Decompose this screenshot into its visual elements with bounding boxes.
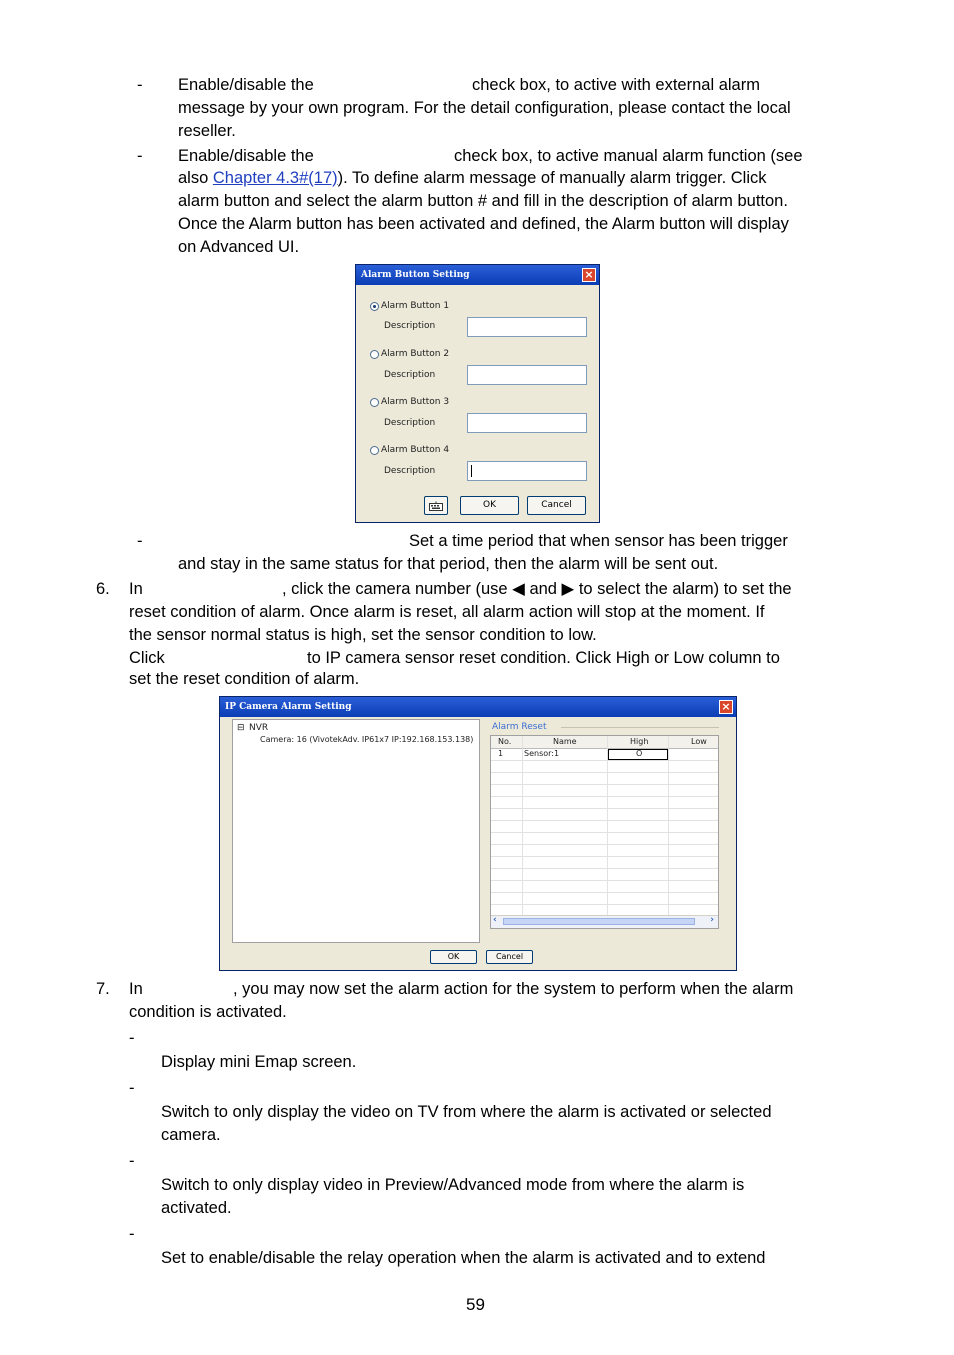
text-cursor — [471, 465, 472, 477]
bullet-text: on Advanced UI. — [178, 238, 300, 256]
bullet-dash: - — [129, 1029, 135, 1047]
step-number: 7. — [96, 980, 110, 998]
radio-label: Alarm Button 2 — [381, 349, 450, 359]
alarm-button-setting-dialog — [355, 264, 600, 523]
alarm-reset-grid — [490, 735, 719, 929]
bullet-text: ). To define alarm message of manually alarm trigger. Click — [337, 169, 767, 187]
step-text: In — [129, 980, 143, 998]
step-text: In — [129, 580, 143, 598]
step-text: reset condition of alarm. Once alarm is reset, all alarm action will stop at the moment. If — [129, 603, 765, 621]
keyboard-icon — [429, 501, 443, 511]
ok-button[interactable]: OK — [430, 950, 477, 964]
description-input-3[interactable] — [467, 413, 587, 433]
chapter-link[interactable]: Chapter 4.3#(17) — [212, 169, 338, 187]
ok-button[interactable]: OK — [460, 496, 519, 515]
step-text: , you may now set the alarm action for the system to perform when the alarm — [233, 980, 794, 998]
radio-alarm-button-2[interactable] — [370, 350, 379, 359]
dialog-title: Alarm Button Setting — [356, 265, 599, 285]
bullet-dash: - — [129, 1152, 135, 1170]
col-name: Name — [553, 737, 577, 746]
step-number: 6. — [96, 580, 110, 598]
tree-root-nvr[interactable]: NVR — [249, 723, 269, 733]
action-text: camera. — [161, 1126, 221, 1144]
radio-label: Alarm Button 3 — [381, 397, 450, 407]
action-text: Switch to only display the video on TV from where the alarm is activated or selected — [161, 1103, 772, 1121]
bullet-text: Set a time period that when sensor has been trigger — [409, 532, 788, 550]
step-text: , click the camera number (use ◀ and ▶ to select the alarm) to set the — [282, 580, 792, 598]
bullet-dash: - — [137, 532, 143, 550]
step-text: the sensor normal status is high, set the sensor condition to low. — [129, 626, 597, 644]
bullet-text: check box, to active with external alarm — [472, 76, 760, 94]
col-high: High — [630, 737, 649, 746]
tree-item-camera[interactable]: Camera: 16 (VivotekAdv. IP61x7 IP:192.168.153.138) — [260, 735, 474, 744]
bullet-text: Enable/disable the — [178, 147, 314, 165]
cell-name: Sensor:1 — [524, 749, 560, 758]
step-text: condition is activated. — [129, 1003, 287, 1021]
description-input-2[interactable] — [467, 365, 587, 385]
bullet-text: message by your own program. For the detail configuration, please contact the local — [178, 99, 791, 117]
bullet-text: Enable/disable the — [178, 76, 314, 94]
cancel-button[interactable]: Cancel — [486, 950, 533, 964]
scroll-left-icon[interactable]: ‹ — [493, 915, 497, 925]
bullet-text: alarm button and select the alarm button # and fill in the description of alarm button. — [178, 192, 788, 210]
radio-label: Alarm Button 4 — [381, 445, 450, 455]
action-text: activated. — [161, 1199, 232, 1217]
action-text: Display mini Emap screen. — [161, 1053, 357, 1071]
cancel-button[interactable]: Cancel — [527, 496, 586, 515]
action-text: Switch to only display video in Preview/Advanced mode from where the alarm is — [161, 1176, 745, 1194]
bullet-text: Once the Alarm button has been activated and defined, the Alarm button will display — [178, 215, 789, 233]
radio-alarm-button-1[interactable] — [370, 302, 379, 311]
action-text: Set to enable/disable the relay operation when the alarm is activated and to extend — [161, 1249, 766, 1267]
radio-alarm-button-3[interactable] — [370, 398, 379, 407]
bullet-text: also — [178, 169, 209, 187]
cell-low[interactable] — [669, 749, 719, 760]
scroll-thumb[interactable] — [503, 918, 695, 925]
step-text: set the reset condition of alarm. — [129, 670, 360, 688]
close-icon[interactable]: × — [719, 700, 733, 714]
bullet-line — [178, 167, 767, 190]
bullet-dash: - — [137, 147, 143, 165]
description-label: Description — [384, 418, 436, 428]
ip-camera-alarm-setting-dialog — [219, 696, 737, 971]
bullet-text: reseller. — [178, 122, 236, 140]
col-no: No. — [498, 737, 512, 746]
col-low: Low — [691, 737, 707, 746]
horizontal-scrollbar[interactable] — [491, 915, 718, 928]
description-label: Description — [384, 466, 436, 476]
description-input-4[interactable] — [467, 461, 587, 481]
description-input-1[interactable] — [467, 317, 587, 337]
bullet-dash: - — [129, 1079, 135, 1097]
close-icon[interactable]: × — [582, 268, 596, 282]
description-label: Description — [384, 321, 436, 331]
keyboard-button[interactable] — [424, 496, 448, 515]
scroll-right-icon[interactable]: › — [710, 915, 714, 925]
camera-tree — [232, 719, 480, 943]
radio-alarm-button-4[interactable] — [370, 446, 379, 455]
cell-no: 1 — [498, 749, 504, 758]
grid-header — [491, 736, 718, 749]
bullet-dash: - — [137, 76, 143, 94]
step-text: to IP camera sensor reset condition. Click High or Low column to — [307, 649, 780, 667]
group-divider — [561, 727, 719, 728]
cell-high: O — [636, 749, 643, 758]
bullet-text: check box, to active manual alarm function (see — [454, 147, 803, 165]
page-number: 59 — [466, 1295, 485, 1314]
bullet-dash: - — [129, 1225, 135, 1243]
step-text: Click — [129, 649, 165, 667]
radio-label: Alarm Button 1 — [381, 301, 450, 311]
group-label: Alarm Reset — [492, 722, 547, 732]
bullet-text: and stay in the same status for that period, then the alarm will be sent out. — [178, 555, 719, 573]
cell-high-selected[interactable] — [608, 749, 668, 760]
dialog-title: IP Camera Alarm Setting — [220, 697, 736, 717]
description-label: Description — [384, 370, 436, 380]
tree-expander-icon[interactable]: ⊟ — [237, 723, 245, 733]
